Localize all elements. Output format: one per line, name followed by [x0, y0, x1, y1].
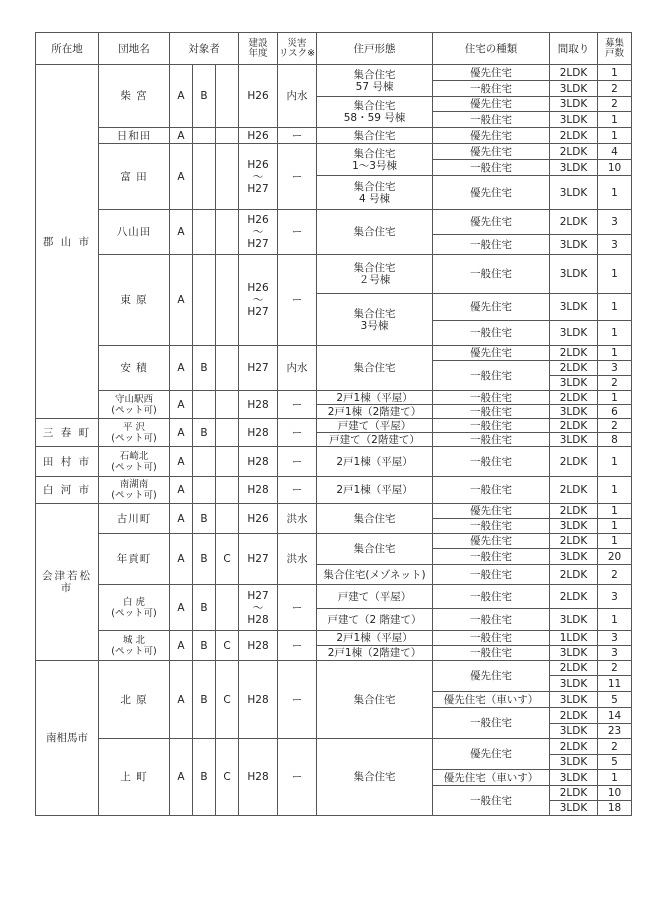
- housing-form: 戸建て（平屋）: [317, 585, 433, 609]
- target-a: A: [170, 391, 193, 419]
- housing-type: 優先住宅: [433, 739, 550, 770]
- target-b: B: [193, 346, 216, 391]
- target-b: [193, 447, 216, 477]
- housing-type: 優先住宅: [433, 504, 550, 519]
- header-target: 対象者: [170, 33, 239, 65]
- target-a: A: [170, 631, 193, 661]
- housing-form: 集合住宅: [317, 128, 433, 144]
- housing-type: 一般住宅: [433, 609, 550, 631]
- unit-count: 3: [598, 646, 632, 661]
- housing-type: 一般住宅: [433, 255, 550, 294]
- housing-type: 優先住宅: [433, 65, 550, 81]
- housing-type: 優先住宅（車いす）: [433, 770, 550, 786]
- target-a: A: [170, 210, 193, 255]
- floor-plan: 2LDK: [550, 65, 598, 81]
- unit-count: 1: [598, 321, 632, 346]
- housing-form: 集合住宅 3号棟: [317, 294, 433, 346]
- unit-count: 1: [598, 176, 632, 210]
- floor-plan: 3LDK: [550, 294, 598, 321]
- target-a: A: [170, 447, 193, 477]
- unit-count: 2: [598, 565, 632, 585]
- housing-type: 優先住宅: [433, 128, 550, 144]
- disaster-risk: ー: [278, 661, 317, 739]
- unit-count: 1: [598, 255, 632, 294]
- target-b: B: [193, 585, 216, 631]
- housing-type: 一般住宅: [433, 160, 550, 176]
- disaster-risk: 内水: [278, 346, 317, 391]
- floor-plan: 3LDK: [550, 801, 598, 816]
- floor-plan: 3LDK: [550, 112, 598, 128]
- disaster-risk: 洪水: [278, 504, 317, 534]
- target-c: C: [216, 631, 239, 661]
- target-b: B: [193, 534, 216, 585]
- target-c: [216, 128, 239, 144]
- floor-plan: 2LDK: [550, 585, 598, 609]
- floor-plan: 3LDK: [550, 376, 598, 391]
- target-a: A: [170, 144, 193, 210]
- target-b: B: [193, 65, 216, 128]
- floor-plan: 3LDK: [550, 433, 598, 447]
- housing-type: 一般住宅: [433, 585, 550, 609]
- housing-type: 一般住宅: [433, 81, 550, 97]
- disaster-risk: ー: [278, 631, 317, 661]
- floor-plan: 3LDK: [550, 405, 598, 419]
- target-a: A: [170, 419, 193, 447]
- floor-plan: 2LDK: [550, 708, 598, 724]
- target-c: [216, 346, 239, 391]
- unit-count: 10: [598, 786, 632, 801]
- unit-count: 1: [598, 534, 632, 549]
- disaster-risk: ー: [278, 585, 317, 631]
- target-c: [216, 585, 239, 631]
- housing-form: 集合住宅 1～3号棟: [317, 144, 433, 176]
- table-row: [36, 255, 632, 294]
- floor-plan: 2LDK: [550, 391, 598, 405]
- floor-plan: 3LDK: [550, 81, 598, 97]
- unit-count: 1: [598, 519, 632, 534]
- housing-form: 戸建て（平屋）: [317, 419, 433, 433]
- floor-plan: 3LDK: [550, 519, 598, 534]
- complex-name: 上 町: [99, 739, 170, 816]
- unit-count: 8: [598, 433, 632, 447]
- floor-plan: 3LDK: [550, 235, 598, 255]
- floor-plan: 2LDK: [550, 565, 598, 585]
- table-row: [36, 144, 632, 160]
- target-a: A: [170, 128, 193, 144]
- header-layout: 間取り: [550, 33, 598, 65]
- table-row: [36, 661, 632, 676]
- target-b: B: [193, 739, 216, 816]
- unit-count: 1: [598, 504, 632, 519]
- unit-count: 2: [598, 376, 632, 391]
- housing-type: 一般住宅: [433, 519, 550, 534]
- table-row: [36, 585, 632, 609]
- build-year: H26 ～ H27: [239, 144, 278, 210]
- floor-plan: 3LDK: [550, 255, 598, 294]
- unit-count: 5: [598, 692, 632, 708]
- unit-count: 2: [598, 739, 632, 755]
- target-c: C: [216, 739, 239, 816]
- municipality-cell: 南相馬市: [36, 661, 99, 816]
- unit-count: 1: [598, 609, 632, 631]
- target-b: B: [193, 631, 216, 661]
- target-a: A: [170, 65, 193, 128]
- target-c: [216, 504, 239, 534]
- complex-name: 城 北 (ペット可): [99, 631, 170, 661]
- target-b: [193, 210, 216, 255]
- unit-count: 5: [598, 755, 632, 770]
- housing-type: 一般住宅: [433, 391, 550, 405]
- unit-count: 20: [598, 549, 632, 565]
- housing-type: 一般住宅: [433, 321, 550, 346]
- housing-form: 戸建て（2 階建て）: [317, 609, 433, 631]
- housing-form: 2戸1棟（平屋）: [317, 447, 433, 477]
- housing-type: 一般住宅: [433, 477, 550, 504]
- complex-name: 富 田: [99, 144, 170, 210]
- target-c: C: [216, 661, 239, 739]
- floor-plan: 2LDK: [550, 477, 598, 504]
- housing-type: 一般住宅: [433, 235, 550, 255]
- floor-plan: 3LDK: [550, 609, 598, 631]
- target-a: A: [170, 661, 193, 739]
- floor-plan: 3LDK: [550, 549, 598, 565]
- floor-plan: 3LDK: [550, 160, 598, 176]
- build-year: H28: [239, 631, 278, 661]
- unit-count: 1: [598, 346, 632, 361]
- housing-type: 優先住宅: [433, 176, 550, 210]
- header-year: 建設 年度: [239, 33, 278, 65]
- table-row: [36, 210, 632, 235]
- build-year: H27: [239, 534, 278, 585]
- municipality-cell: 会津若松 市: [36, 504, 99, 661]
- table-row: [36, 391, 632, 405]
- complex-name: 安 積: [99, 346, 170, 391]
- unit-count: 3: [598, 631, 632, 646]
- unit-count: 3: [598, 361, 632, 376]
- unit-count: 18: [598, 801, 632, 816]
- municipality-cell: 三 春 町: [36, 419, 99, 447]
- disaster-risk: ー: [278, 419, 317, 447]
- header-row: [36, 33, 632, 65]
- build-year: H27 ～ H28: [239, 585, 278, 631]
- housing-recruitment-table: [35, 32, 632, 816]
- floor-plan: 3LDK: [550, 321, 598, 346]
- target-a: A: [170, 585, 193, 631]
- floor-plan: 1LDK: [550, 631, 598, 646]
- target-b: [193, 144, 216, 210]
- unit-count: 1: [598, 294, 632, 321]
- housing-type: 優先住宅: [433, 661, 550, 692]
- municipality-cell: 田 村 市: [36, 447, 99, 477]
- header-form: 住戸形態: [317, 33, 433, 65]
- floor-plan: 3LDK: [550, 97, 598, 112]
- disaster-risk: 内水: [278, 65, 317, 128]
- floor-plan: 2LDK: [550, 534, 598, 549]
- housing-type: 一般住宅: [433, 447, 550, 477]
- floor-plan: 2LDK: [550, 786, 598, 801]
- table-row: [36, 534, 632, 549]
- housing-form: 集合住宅: [317, 534, 433, 565]
- complex-name: 古川町: [99, 504, 170, 534]
- build-year: H28: [239, 391, 278, 419]
- floor-plan: 3LDK: [550, 770, 598, 786]
- table-row: [36, 739, 632, 755]
- housing-form: 2戸1棟（平屋）: [317, 391, 433, 405]
- build-year: H26 ～ H27: [239, 255, 278, 346]
- header-type: 住宅の種類: [433, 33, 550, 65]
- unit-count: 3: [598, 235, 632, 255]
- unit-count: 11: [598, 676, 632, 692]
- housing-type: 優先住宅: [433, 144, 550, 160]
- unit-count: 2: [598, 419, 632, 433]
- housing-form: 集合住宅: [317, 739, 433, 816]
- target-b: B: [193, 419, 216, 447]
- floor-plan: 3LDK: [550, 176, 598, 210]
- housing-type: 優先住宅: [433, 97, 550, 112]
- floor-plan: 3LDK: [550, 676, 598, 692]
- header-risk: 災害 リスク※: [278, 33, 317, 65]
- build-year: H28: [239, 419, 278, 447]
- housing-form: 2戸1棟（平屋）: [317, 477, 433, 504]
- disaster-risk: ー: [278, 391, 317, 419]
- build-year: H28: [239, 661, 278, 739]
- header-municipality: 所在地: [36, 33, 99, 65]
- target-a: A: [170, 534, 193, 585]
- complex-name: 平 沢 (ペット可): [99, 419, 170, 447]
- target-b: [193, 477, 216, 504]
- target-a: A: [170, 255, 193, 346]
- housing-form: 集合住宅(メゾネット): [317, 565, 433, 585]
- floor-plan: 2LDK: [550, 361, 598, 376]
- housing-type: 一般住宅: [433, 433, 550, 447]
- target-b: B: [193, 661, 216, 739]
- housing-form: 集合住宅 ２号棟: [317, 255, 433, 294]
- housing-type: 一般住宅: [433, 405, 550, 419]
- target-b: [193, 255, 216, 346]
- target-c: [216, 419, 239, 447]
- unit-count: 4: [598, 144, 632, 160]
- complex-name: 北 原: [99, 661, 170, 739]
- target-a: A: [170, 504, 193, 534]
- housing-form: 集合住宅: [317, 210, 433, 255]
- build-year: H26: [239, 504, 278, 534]
- floor-plan: 2LDK: [550, 128, 598, 144]
- housing-type: 一般住宅: [433, 565, 550, 585]
- unit-count: 23: [598, 724, 632, 739]
- municipality-cell: 郡 山 市: [36, 65, 99, 419]
- housing-type: 一般住宅: [433, 646, 550, 661]
- target-c: [216, 391, 239, 419]
- target-c: [216, 477, 239, 504]
- housing-form: 集合住宅: [317, 504, 433, 534]
- table-row: [36, 419, 632, 433]
- table-row: [36, 504, 632, 519]
- complex-name: 日和田: [99, 128, 170, 144]
- table-row: [36, 65, 632, 81]
- housing-type: 一般住宅: [433, 631, 550, 646]
- housing-form: 戸建て（2階建て）: [317, 433, 433, 447]
- table-row: [36, 346, 632, 361]
- housing-form: 集合住宅 4 号棟: [317, 176, 433, 210]
- housing-form: 2戸1棟（2階建て）: [317, 646, 433, 661]
- housing-type: 一般住宅: [433, 361, 550, 391]
- target-c: [216, 144, 239, 210]
- floor-plan: 3LDK: [550, 646, 598, 661]
- header-count: 募集 戸数: [598, 33, 632, 65]
- housing-type: 優先住宅（車いす）: [433, 692, 550, 708]
- municipality-cell: 白 河 市: [36, 477, 99, 504]
- target-c: [216, 447, 239, 477]
- floor-plan: 3LDK: [550, 755, 598, 770]
- unit-count: 6: [598, 405, 632, 419]
- target-b: B: [193, 504, 216, 534]
- build-year: H27: [239, 346, 278, 391]
- unit-count: 1: [598, 112, 632, 128]
- unit-count: 1: [598, 477, 632, 504]
- target-a: A: [170, 477, 193, 504]
- disaster-risk: ー: [278, 447, 317, 477]
- build-year: H28: [239, 739, 278, 816]
- housing-form: 2戸1棟（2階建て）: [317, 405, 433, 419]
- housing-form: 集合住宅 58・59 号棟: [317, 97, 433, 128]
- target-a: A: [170, 346, 193, 391]
- target-b: [193, 391, 216, 419]
- build-year: H26: [239, 65, 278, 128]
- complex-name: 白 虎 (ペット可): [99, 585, 170, 631]
- disaster-risk: ー: [278, 739, 317, 816]
- complex-name: 守山駅西 (ペット可): [99, 391, 170, 419]
- disaster-risk: ー: [278, 144, 317, 210]
- housing-type: 優先住宅: [433, 346, 550, 361]
- floor-plan: 2LDK: [550, 447, 598, 477]
- unit-count: 10: [598, 160, 632, 176]
- complex-name: 南湖南 (ペット可): [99, 477, 170, 504]
- table-row: [36, 447, 632, 477]
- unit-count: 1: [598, 391, 632, 405]
- disaster-risk: ー: [278, 128, 317, 144]
- housing-type: 一般住宅: [433, 419, 550, 433]
- housing-type: 優先住宅: [433, 210, 550, 235]
- floor-plan: 3LDK: [550, 724, 598, 739]
- target-c: C: [216, 534, 239, 585]
- floor-plan: 2LDK: [550, 346, 598, 361]
- complex-name: 柴 宮: [99, 65, 170, 128]
- floor-plan: 2LDK: [550, 419, 598, 433]
- disaster-risk: ー: [278, 255, 317, 346]
- disaster-risk: ー: [278, 210, 317, 255]
- unit-count: 2: [598, 661, 632, 676]
- housing-type: 一般住宅: [433, 708, 550, 739]
- housing-type: 一般住宅: [433, 786, 550, 816]
- build-year: H26 ～ H27: [239, 210, 278, 255]
- build-year: H28: [239, 447, 278, 477]
- target-c: [216, 255, 239, 346]
- floor-plan: 2LDK: [550, 144, 598, 160]
- floor-plan: 2LDK: [550, 739, 598, 755]
- table-row: [36, 631, 632, 646]
- unit-count: 2: [598, 97, 632, 112]
- complex-name: 八山田: [99, 210, 170, 255]
- floor-plan: 2LDK: [550, 661, 598, 676]
- unit-count: 1: [598, 447, 632, 477]
- disaster-risk: 洪水: [278, 534, 317, 585]
- complex-name: 東 原: [99, 255, 170, 346]
- complex-name: 石崎北 (ペット可): [99, 447, 170, 477]
- housing-type: 優先住宅: [433, 534, 550, 549]
- unit-count: 3: [598, 585, 632, 609]
- target-b: [193, 128, 216, 144]
- table-row: [36, 128, 632, 144]
- housing-type: 一般住宅: [433, 549, 550, 565]
- unit-count: 1: [598, 128, 632, 144]
- target-c: [216, 210, 239, 255]
- housing-form: 集合住宅 57 号棟: [317, 65, 433, 97]
- unit-count: 14: [598, 708, 632, 724]
- target-a: A: [170, 739, 193, 816]
- unit-count: 2: [598, 81, 632, 97]
- housing-type: 一般住宅: [433, 112, 550, 128]
- target-c: [216, 65, 239, 128]
- housing-form: 集合住宅: [317, 661, 433, 739]
- unit-count: 1: [598, 770, 632, 786]
- build-year: H28: [239, 477, 278, 504]
- unit-count: 1: [598, 65, 632, 81]
- housing-form: 2戸1棟（平屋）: [317, 631, 433, 646]
- floor-plan: 2LDK: [550, 210, 598, 235]
- floor-plan: 3LDK: [550, 692, 598, 708]
- table-row: [36, 477, 632, 504]
- build-year: H26: [239, 128, 278, 144]
- header-complex: 団地名: [99, 33, 170, 65]
- housing-form: 集合住宅: [317, 346, 433, 391]
- floor-plan: 2LDK: [550, 504, 598, 519]
- complex-name: 年貢町: [99, 534, 170, 585]
- unit-count: 3: [598, 210, 632, 235]
- housing-type: 優先住宅: [433, 294, 550, 321]
- disaster-risk: ー: [278, 477, 317, 504]
